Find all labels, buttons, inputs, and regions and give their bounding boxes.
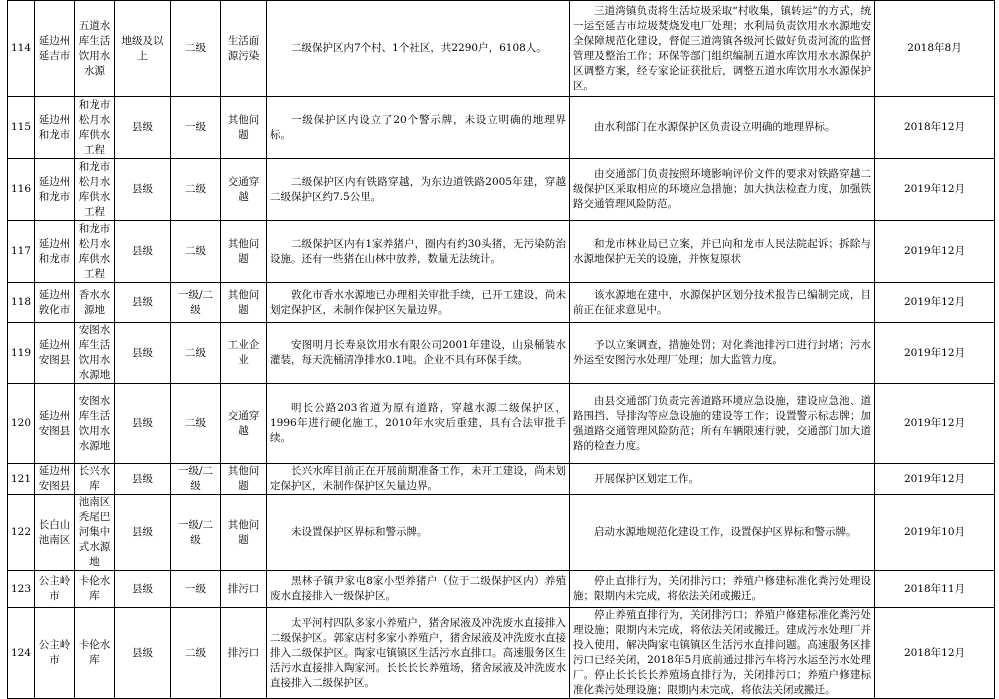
deadline-cell: 2019年10月: [875, 495, 995, 571]
problem-description-cell: 一级保护区内设立了20个警示牌，未设立明确的地理界标。: [267, 97, 570, 159]
problem-description-cell: 明长公路203省道为原有道路，穿越水源二级保护区，1996年进行硬化施工，2010年水灾后重建，具有合法审批手续。: [267, 384, 570, 464]
table-row: [8, 608, 995, 699]
issue-category-cell: 排污口: [221, 608, 267, 699]
level-cell: 县级: [115, 283, 171, 323]
level-cell: 县级: [115, 608, 171, 699]
issue-category-cell: 其他问题: [221, 495, 267, 571]
protection-zone-cell: 二级: [171, 384, 221, 464]
protection-zone-cell: 二级: [171, 323, 221, 384]
deadline-cell: 2018年11月: [875, 571, 995, 608]
issue-category-cell: 其他问题: [221, 464, 267, 495]
protection-zone-cell: 二级: [171, 608, 221, 699]
protection-zone-cell: 一级: [171, 97, 221, 159]
issue-category-cell: 交通穿越: [221, 159, 267, 221]
deadline-cell: 2019年12月: [875, 221, 995, 283]
row-number: 120: [8, 384, 35, 464]
table-row: [8, 464, 995, 495]
region-cell: 延边州和龙市: [35, 221, 75, 283]
remediation-measure-cell: 开展保护区划定工作。: [570, 464, 875, 495]
level-cell: 县级: [115, 221, 171, 283]
problem-description-cell: 二级保护区内有铁路穿越，为东边道铁路2005年建，穿越二级保护区约7.5公里。: [267, 159, 570, 221]
problem-description-cell: 敦化市香水水源地已办理相关审批手续，已开工建设，尚未划定保护区，未制作保护区矢量边界。: [267, 283, 570, 323]
region-cell: 延边州和龙市: [35, 97, 75, 159]
remediation-measure-cell: 由县交通部门负责完善道路环境应急设施，建设应急池、道路围挡、导排沟等应急设施的建设等工作；设置警示标志牌；加强道路交通管理风险防范；所有车辆限速行驶，交通部门加大道路的检查力度。: [570, 384, 875, 464]
deadline-cell: 2018年12月: [875, 97, 995, 159]
remediation-measure-cell: 三道湾镇负责将生活垃圾采取“村收集，镇转运”的方式，统一运至延吉市垃圾焚烧发电厂处理；水利局负责饮用水水源地安全保障规范化建设，督促三道湾镇各级河长做好负责河流的监督管理及整治工作；环保等部门组织编制五道水库饮用水水源保护区调整方案，经专家论证获批后，调整五道水库饮用水水源保护区。: [570, 1, 875, 97]
row-number: 117: [8, 221, 35, 283]
table-row: [8, 495, 995, 571]
remediation-measure-cell: 该水源地在建中，水源保护区划分技术报告已编制完成，目前正在征求意见中。: [570, 283, 875, 323]
problem-description-cell: 安图明月长寿泉饮用水有限公司2001年建设，山泉桶装水灌装，每天洗桶清净排水0.1吨。企业不具有环保手续。: [267, 323, 570, 384]
row-number: 124: [8, 608, 35, 699]
issue-category-cell: 交通穿越: [221, 384, 267, 464]
protection-zone-cell: 一级/二级: [171, 495, 221, 571]
level-cell: 县级: [115, 495, 171, 571]
deadline-cell: 2019年12月: [875, 283, 995, 323]
remediation-measure-cell: 由水利部门在水源保护区负责设立明确的地理界标。: [570, 97, 875, 159]
problem-description-cell: 太平河村四队多家小养殖户，猪舍尿液及冲洗废水直接排入二级保护区。郭家店村多家小养殖户，猪舍尿液及冲洗废水直接排入二级保护区。陶家屯镇镇区生活污水直排口。高速服务区生活污水直接排入陶家河。长长长长养殖场，猪舍尿液及冲洗废水直接排入二级保护区。: [267, 608, 570, 699]
issue-category-cell: 排污口: [221, 571, 267, 608]
water-source-cell: 卡伦水库: [75, 608, 115, 699]
water-source-cell: 和龙市松月水库供水工程: [75, 97, 115, 159]
issue-category-cell: 其他问题: [221, 283, 267, 323]
region-cell: 延边州延吉市: [35, 1, 75, 97]
issue-category-cell: 生活面源污染: [221, 1, 267, 97]
table-row: [8, 221, 995, 283]
table-row: [8, 159, 995, 221]
row-number: 114: [8, 1, 35, 97]
protection-zone-cell: 一级: [171, 571, 221, 608]
region-cell: 公主岭市: [35, 571, 75, 608]
level-cell: 县级: [115, 159, 171, 221]
row-number: 121: [8, 464, 35, 495]
region-cell: 延边州安图县: [35, 384, 75, 464]
remediation-measure-cell: 和龙市林业局已立案，并已向和龙市人民法院起诉；拆除与水源地保护无关的设施，并恢复原状: [570, 221, 875, 283]
table-row: [8, 1, 995, 97]
remediation-table: [7, 0, 995, 699]
table-row: [8, 384, 995, 464]
water-source-cell: 五道水库生活饮用水水源: [75, 1, 115, 97]
deadline-cell: 2019年12月: [875, 159, 995, 221]
region-cell: 延边州和龙市: [35, 159, 75, 221]
level-cell: 地级及以上: [115, 1, 171, 97]
table-row: [8, 283, 995, 323]
table-row: [8, 323, 995, 384]
deadline-cell: 2018年8月: [875, 1, 995, 97]
region-cell: 长白山池南区: [35, 495, 75, 571]
water-source-cell: 长兴水库: [75, 464, 115, 495]
row-number: 118: [8, 283, 35, 323]
row-number: 123: [8, 571, 35, 608]
protection-zone-cell: 二级: [171, 159, 221, 221]
problem-description-cell: 未设置保护区界标和警示牌。: [267, 495, 570, 571]
level-cell: 县级: [115, 384, 171, 464]
issue-category-cell: 工业企业: [221, 323, 267, 384]
row-number: 122: [8, 495, 35, 571]
row-number: 119: [8, 323, 35, 384]
problem-description-cell: 二级保护区内7个村、1个社区，共2290户，6108人。: [267, 1, 570, 97]
protection-zone-cell: 一级/二级: [171, 283, 221, 323]
protection-zone-cell: 二级: [171, 221, 221, 283]
level-cell: 县级: [115, 323, 171, 384]
water-source-cell: 池南区秃尾巴河集中式水源地: [75, 495, 115, 571]
water-source-cell: 卡伦水库: [75, 571, 115, 608]
region-cell: 公主岭市: [35, 608, 75, 699]
region-cell: 延边州敦化市: [35, 283, 75, 323]
water-source-cell: 和龙市松月水库供水工程: [75, 159, 115, 221]
row-number: 116: [8, 159, 35, 221]
remediation-measure-cell: 停止直排行为，关闭排污口；养殖户修建标准化粪污处理设施；限期内未完成，将依法关闭或搬迁。: [570, 571, 875, 608]
problem-description-cell: 二级保护区内有1家养猪户，圈内有约30头猪，无污染防治设施。还有一些猪在山林中放养，数量无法统计。: [267, 221, 570, 283]
region-cell: 延边州安图县: [35, 323, 75, 384]
protection-zone-cell: 一级/二级: [171, 464, 221, 495]
deadline-cell: 2019年12月: [875, 384, 995, 464]
row-number: 115: [8, 97, 35, 159]
level-cell: 县级: [115, 97, 171, 159]
deadline-cell: 2019年12月: [875, 464, 995, 495]
water-source-cell: 香水水源地: [75, 283, 115, 323]
protection-zone-cell: 二级: [171, 1, 221, 97]
problem-description-cell: 黑林子镇尹家屯8家小型养猪户（位于二级保护区内）养殖废水直接排入一级保护区。: [267, 571, 570, 608]
issue-category-cell: 其他问题: [221, 97, 267, 159]
remediation-measure-cell: 启动水源地规范化建设工作，设置保护区界标和警示牌。: [570, 495, 875, 571]
table-row: [8, 571, 995, 608]
problem-description-cell: 长兴水库目前正在开展前期准备工作，未开工建设，尚未划定保护区，未制作保护区矢量边界。: [267, 464, 570, 495]
table-row: [8, 97, 995, 159]
remediation-measure-cell: 由交通部门负责按照环境影响评价文件的要求对铁路穿越二级保护区采取相应的环境应急措施；加大执法检查力度，加强铁路交通管理风险防范。: [570, 159, 875, 221]
level-cell: 县级: [115, 464, 171, 495]
remediation-measure-cell: 予以立案调查，措施处罚；对化粪池排污口进行封堵；污水外运至安图污水处理厂处理；加大监管力度。: [570, 323, 875, 384]
water-source-cell: 安图水库生活饮用水水源地: [75, 323, 115, 384]
water-source-cell: 和龙市松月水库供水工程: [75, 221, 115, 283]
region-cell: 延边州安图县: [35, 464, 75, 495]
water-source-cell: 安图水库生活饮用水水源地: [75, 384, 115, 464]
deadline-cell: 2018年12月: [875, 608, 995, 699]
issue-category-cell: 其他问题: [221, 221, 267, 283]
deadline-cell: 2019年12月: [875, 323, 995, 384]
remediation-measure-cell: 停止养殖直排行为，关闭排污口；养殖户修建标准化粪污处理设施；限期内未完成，将依法关闭或搬迁。建成污水处理厂并投入使用，解决陶家屯镇镇区生活污水直排问题。高速服务区排污口已经关闭，2018年5月底前通过排污车将污水运至污水处理厂。停止长长长长养殖场直排行为，关闭排污口；养殖户修建标准化粪污处理设施；限期内未完成，将依法关闭或搬迁。: [570, 608, 875, 699]
level-cell: 县级: [115, 571, 171, 608]
